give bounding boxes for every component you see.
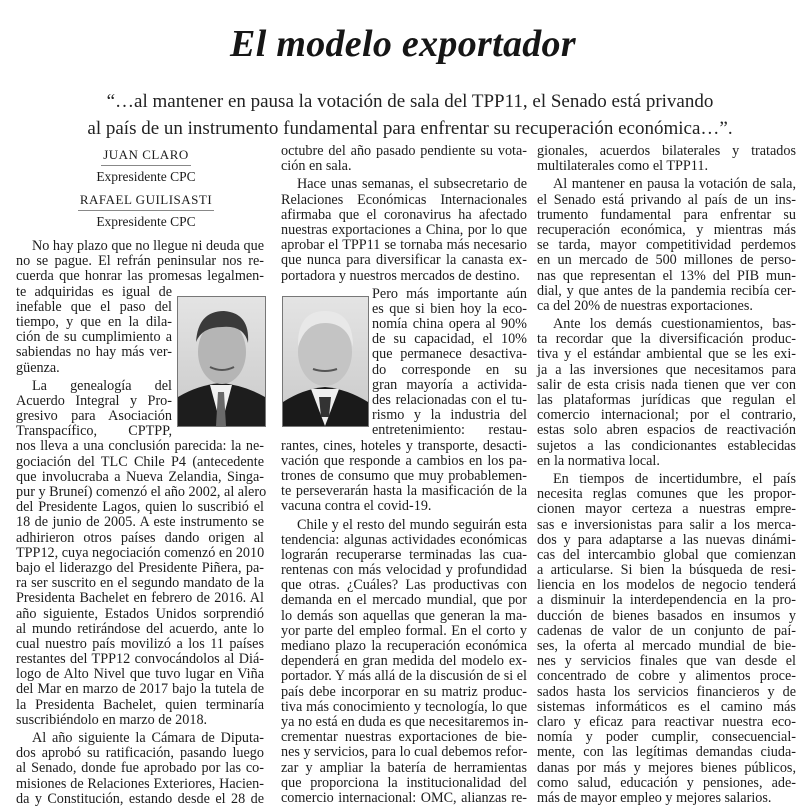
text-line: Hace unas semanas, el subsecretario de bbox=[297, 176, 527, 193]
article-column-1 bbox=[16, 238, 267, 810]
text-line: Chile y el resto del mundo seguirán esta bbox=[297, 516, 527, 533]
text-line: trones de consumo que muy probablemen- bbox=[281, 467, 527, 484]
text-line: rantes, cines, hoteles y transporte, desacti- bbox=[281, 437, 527, 454]
text-line: recuperación económica, y mientras más bbox=[537, 221, 796, 238]
text-line: octubre del año pasado pendiente su vota- bbox=[281, 143, 527, 159]
text-line: al Senado, donde fue aprobado por las co- bbox=[16, 760, 264, 777]
text-line: crementar nuestras exportaciones de bie- bbox=[281, 729, 527, 746]
text-line: En tiempos de incertidumbre, el país bbox=[553, 470, 796, 487]
text-line: tiva más conocimiento y tecnología, lo que bbox=[281, 698, 527, 715]
text-line: Presidenta Bachelet en febrero de 2016. Al bbox=[16, 590, 264, 607]
article-title: El modelo exportador bbox=[230, 23, 576, 65]
text-line: nes y servicios, para lo cual debemos refor- bbox=[281, 744, 528, 761]
text-line: que permanece desactiva- bbox=[372, 346, 527, 363]
text-line: cadenas de valor de un conjunto de paí- bbox=[537, 622, 796, 639]
text-line: Pero más importante aún bbox=[372, 285, 527, 302]
text-line: mente, con las legítimas demandas ciuda- bbox=[537, 744, 796, 761]
text-line: La genealogía del bbox=[32, 377, 172, 394]
pull-quote bbox=[60, 88, 760, 142]
text-line: tiempo, y que en la dila- bbox=[16, 313, 172, 330]
paragraph bbox=[281, 287, 527, 515]
text-line: ción de su cumplimiento a bbox=[16, 329, 172, 346]
text-line: aprobar el TPP11 se tornaba más necesario bbox=[281, 237, 527, 254]
text-line: zar y ampliar la batería de herramientas bbox=[281, 759, 527, 776]
author-role: Expresidente CPC bbox=[96, 214, 196, 229]
text-line: ducción de bienes basados en insumos y bbox=[537, 607, 796, 624]
text-line: pur y Bruneí) comenzó el año 2002, al alero bbox=[16, 484, 267, 500]
text-line: cas del intercambio global que comienzan bbox=[537, 546, 796, 563]
text-line: se tarda, mayor competitividad perdemos bbox=[537, 237, 796, 254]
text-line: do corresponde en su bbox=[372, 361, 527, 378]
text-line: Ante los demás cuestionamientos, bas- bbox=[553, 316, 796, 333]
text-line: cual nuestro país movilizó a los 11 países bbox=[16, 635, 264, 652]
text-line: estas solo abren espacios de reactivación bbox=[537, 422, 796, 439]
text-line: sados hasta los servicios financieros y de bbox=[537, 683, 796, 700]
text-line: suscribiéndolo en marzo de 2018. bbox=[16, 711, 208, 728]
text-line: no se pague. El refrán peninsular nos re- bbox=[16, 253, 264, 270]
author-name: JUAN CLARO bbox=[101, 147, 191, 166]
text-line: que nunca para diversificar la canasta ex- bbox=[281, 252, 527, 269]
text-line: gran mayoría a activida- bbox=[372, 376, 527, 393]
text-line: cuerda que honrar las promesas legalmen- bbox=[16, 268, 264, 285]
paragraph bbox=[537, 177, 796, 314]
text-line: vacuna contra el covid-19. bbox=[281, 498, 432, 515]
text-line: concentrado de cobre y alimentos proce- bbox=[537, 668, 796, 685]
text-line: nomía y poder cumplir, consecuencial- bbox=[537, 729, 796, 746]
text-line: danas por más y mejores bienes públicos, bbox=[537, 759, 796, 776]
text-line: a disminuir la interdependencia en la pro- bbox=[537, 592, 796, 609]
text-line: sabiendas no hay más ver- bbox=[16, 344, 172, 361]
text-line: nos lleva a una conclusión parecida: la ne- bbox=[16, 438, 264, 455]
text-line: salir de esta crisis nada tienen que ver con bbox=[537, 376, 796, 393]
paragraph bbox=[537, 317, 796, 469]
paragraph bbox=[16, 731, 264, 807]
text-line: 18 de junio de 2005. A este instrumento se bbox=[16, 514, 264, 531]
text-line: bajo el liderazgo del Presidente Piñera, pa- bbox=[16, 559, 264, 576]
text-line: comercio internacional: OMC, alianzas re- bbox=[281, 789, 527, 806]
text-line: No hay plazo que no llegue ni deuda que bbox=[32, 238, 264, 254]
text-line: güenza. bbox=[16, 359, 60, 376]
text-line: a articularse. Si bien la búsqueda de resi- bbox=[537, 562, 796, 579]
pull-quote-line: al país de un instrumento fundamental para enfrentar su recuperación económica…”. bbox=[87, 118, 733, 139]
text-line: sujetos a las condicionantes establecidas bbox=[537, 437, 796, 454]
text-line: afirmaba que el coronavirus ha afectado bbox=[281, 206, 527, 223]
text-line: gresivo para Asociación bbox=[16, 408, 172, 425]
article-column-3 bbox=[537, 144, 796, 809]
text-line: portador. Y más allá de la discusión de si el bbox=[281, 668, 527, 685]
text-line: Relaciones Económicas Internacionales bbox=[281, 191, 527, 208]
text-line: que involucraba a Nueva Zelandia, Singa- bbox=[16, 468, 264, 485]
text-line: del Mar en marzo de 2017 bajo la tutela de bbox=[16, 681, 264, 698]
text-line: de su capacidad, el 10% bbox=[372, 331, 527, 348]
text-line: que proporciona la institucionalidad del bbox=[281, 774, 527, 791]
text-line: las plataformas jurídicas que regulan el bbox=[537, 392, 796, 408]
text-line: rentenas con más velocidad y profundidad bbox=[281, 562, 527, 579]
author-name: RAFAEL GUILISASTI bbox=[78, 192, 214, 211]
text-line: que otras. ¿Cuáles? Las productivas con bbox=[281, 577, 527, 594]
text-line: Transpacífico, CPTPP, bbox=[16, 423, 172, 440]
article-column-2 bbox=[281, 144, 527, 809]
paragraph bbox=[281, 518, 527, 807]
text-line: multilaterales como el TPP11. bbox=[537, 158, 709, 175]
text-line: nuestras exportaciones a China, por lo que bbox=[281, 221, 527, 238]
text-line: gionales, acuerdos bilaterales y tratados bbox=[537, 143, 796, 159]
text-line: necesita reglas comunes que les propor- bbox=[537, 486, 796, 503]
text-line: en la normativa local. bbox=[537, 452, 660, 469]
text-line: portadora y nuestros mercados de destino. bbox=[281, 267, 520, 284]
text-line: dos aprobó su ratificación, pasando luego bbox=[16, 745, 264, 762]
author-role: Expresidente CPC bbox=[96, 169, 196, 184]
text-line: TPP12, cuya negociación comenzó en 2010 bbox=[16, 544, 265, 561]
paragraph bbox=[281, 177, 527, 283]
text-line: demanda en el mercado mundial, que por bbox=[281, 592, 527, 609]
text-line: ra ser suscrito en el segundo mandato de la bbox=[16, 575, 264, 592]
text-line: liencia en los modelos de negocio tenderá bbox=[537, 577, 796, 594]
text-line: lo demás son aquellas que generan la ma- bbox=[281, 607, 527, 624]
text-line: dos y para adaptarse a las nuevas dinámi- bbox=[537, 531, 796, 548]
paragraph bbox=[16, 377, 267, 728]
text-line: es que si bien hoy la eco- bbox=[372, 300, 527, 317]
text-line: ca del 20% de nuestras exportaciones. bbox=[537, 297, 753, 314]
text-line: dependerá en gran medida del modelo ex- bbox=[281, 653, 527, 670]
text-line: te adquiridas es igual de bbox=[16, 283, 172, 300]
pull-quote-line: “…al mantener en pausa la votación de sala del TPP11, el Senado está privando bbox=[106, 91, 714, 112]
paragraph bbox=[281, 144, 527, 174]
text-line: restantes del TPP12 convocándolos al Diá- bbox=[16, 651, 264, 668]
text-line: adhirieron otros países dando origen al bbox=[16, 529, 264, 546]
text-line: ción en sala. bbox=[281, 158, 352, 175]
text-line: al mundo retirándose del acuerdo, ante lo bbox=[16, 620, 264, 637]
text-line: tendencia: algunas actividades económicas bbox=[281, 531, 527, 548]
text-line: del Presidente Lagos, quien lo suscribió el bbox=[16, 499, 264, 516]
text-line: trumento fundamental para enfrentar su bbox=[537, 206, 796, 223]
text-line: claro y eficaz para reactivar nuestra eco- bbox=[537, 713, 796, 730]
text-line: gociación del TLC Chile P4 (antecedente bbox=[16, 453, 264, 470]
text-line: ses, la oferta al mercado mundial de bie- bbox=[537, 638, 796, 654]
text-line: mediano plazo la recuperación económica bbox=[281, 638, 527, 654]
text-line: lograrán recuperarse terminadas las cua- bbox=[281, 546, 527, 563]
text-line: Al mantener en pausa la votación de sala, bbox=[553, 176, 796, 193]
text-line: año siguiente, Estados Unidos sorprendió bbox=[16, 605, 264, 622]
text-line: en un mercado de 500 millones de perso- bbox=[537, 252, 796, 269]
text-line: ta recordar que la diversificación produc- bbox=[537, 331, 796, 348]
text-line: te perseverarán hasta la masificación de la bbox=[281, 483, 527, 500]
text-line: dial, y que antes de la pandemia recibía cer- bbox=[537, 282, 796, 299]
text-line: sistemas informáticos es el camino más bbox=[537, 698, 796, 715]
text-line: ja a las inversiones que necesitamos para bbox=[537, 361, 796, 378]
paragraph bbox=[537, 472, 796, 806]
author-byline bbox=[16, 191, 276, 230]
text-line: misiones de Relaciones Exteriores, Hacien- bbox=[16, 775, 264, 792]
text-line: inefable que el paso del bbox=[16, 298, 172, 315]
text-line: da y Constitución, estando desde el 28 de bbox=[16, 790, 264, 807]
author-byline bbox=[16, 146, 276, 185]
paragraph bbox=[537, 144, 796, 174]
text-line: comercio internacional; por el contrario, bbox=[537, 407, 796, 424]
text-line: nas que representan el 13% del PIB mun- bbox=[537, 267, 796, 284]
text-line: la Presidenta Bachelet, quien terminaría bbox=[16, 696, 264, 713]
text-line: ya no está en duda es que necesitaremos in- bbox=[281, 713, 529, 730]
text-line: tiva y el estándar ambiental que se les exi- bbox=[537, 346, 796, 363]
text-line: cionen mayor certeza a nuestras empre- bbox=[537, 501, 796, 518]
text-line: sas e inversionistas para salir a los merca- bbox=[537, 516, 796, 533]
text-line: nomía china opera al 90% bbox=[372, 316, 527, 333]
text-line: yor parte del empleo formal. En el corto y bbox=[281, 622, 527, 639]
text-line: rismo y la industria del bbox=[372, 407, 527, 424]
text-line: el Senado está privando al país de un ins- bbox=[537, 191, 796, 208]
text-line: más de mayor empleo y mejores salarios. bbox=[537, 789, 772, 806]
text-line: como salud, educación y pensiones, ade- bbox=[537, 774, 796, 791]
paragraph bbox=[16, 239, 264, 376]
text-line: vación que responde a cambios en los pa- bbox=[281, 452, 527, 469]
text-line: entretenimiento: restau- bbox=[372, 422, 527, 439]
text-line: des relacionadas con el tu- bbox=[372, 392, 527, 408]
text-line: nes y servicios finales que van desde el bbox=[537, 653, 796, 670]
text-line: país debe incorporar en su matriz produc- bbox=[281, 683, 527, 700]
text-line: Acuerdo Integral y Pro- bbox=[16, 392, 172, 409]
text-line: logo de Alto Nivel que tuvo lugar en Viña bbox=[16, 666, 264, 683]
text-line: Al año siguiente la Cámara de Diputa- bbox=[32, 730, 264, 746]
